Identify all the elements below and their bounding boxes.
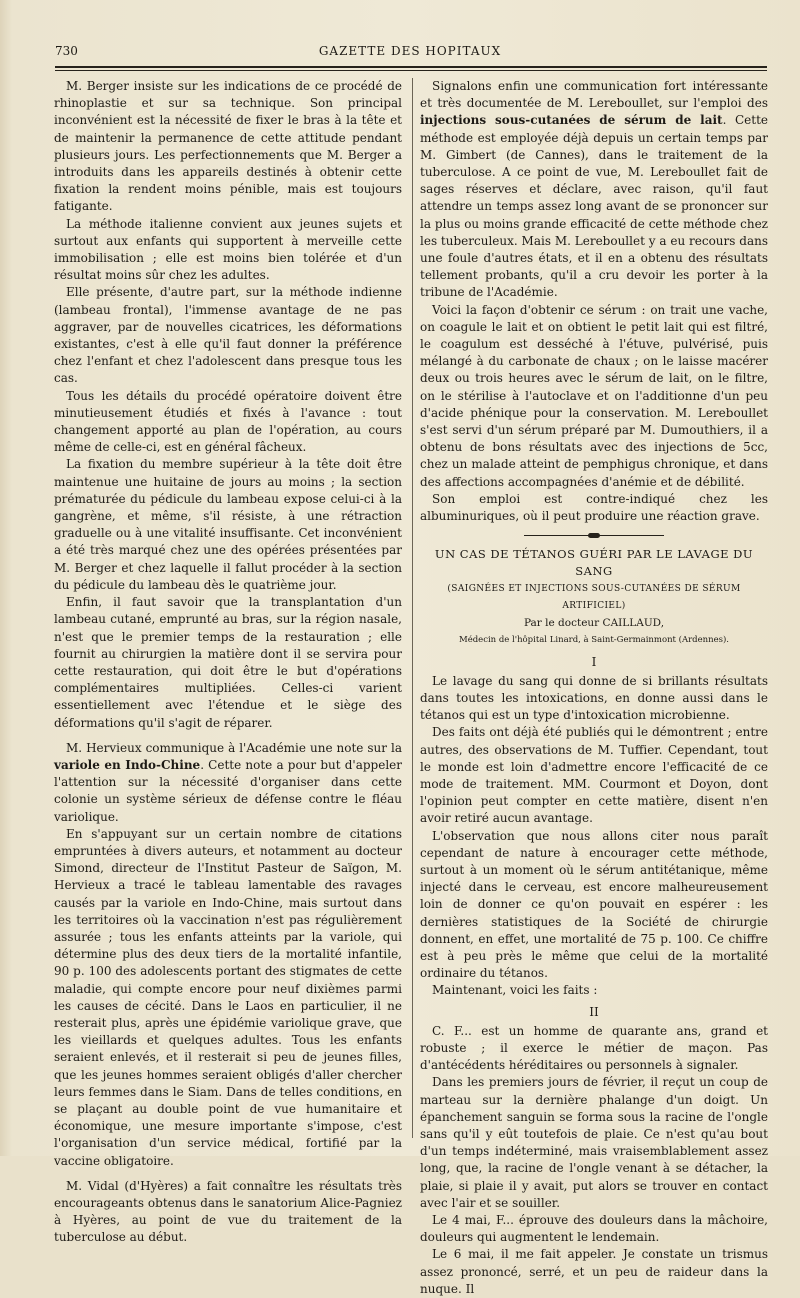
paragraph: L'observation que nous allons citer nous paraît cependant de nature à encourager cette méthode, surtout à un moment où le sérum antitétanique, même injecté dans le cerveau, est encore malheureusement loin de donner ce qu'on pouvait en espérer : les dernières statistiques de la Société de chirurgie donnent, en effet, une mortalité de 75 p. 100. Ce chiffre est à peu près le même que celui de la mortalité ordinaire du tétanos.: [420, 828, 768, 981]
paragraph: M. Berger insiste sur les indications de ce procédé de rhinoplastie et sur sa technique. Son principal inconvénient est la nécessité de fixer le bras à la tête et de maintenir la permanence de cette attitude pendant plusieurs jours. Les perfectionnements que M. Berger a introduits dans les appareils destinés à obtenir cette fixation la rendent moins pénible, mais est toujours fatigante.: [54, 79, 402, 214]
paragraph: M. Vidal (d'Hyères) a fait connaître les résultats très encourageants obtenus dans le sanatorium Alice-Pagniez à Hyères, au point de vue du traitement de la tuberculose au début.: [54, 1178, 402, 1245]
article-subtitle: (SAIGNÉES ET INJECTIONS SOUS-CUTANÉES DE SÉRUM ARTIFICIEL): [447, 583, 741, 611]
page-number: 730: [55, 44, 78, 58]
paragraph: Enfin, il faut savoir que la transplantation d'un lambeau cutané, emprunté au bras, sur la région nasale, n'est que le premier temps de la restauration ; elle fournit au chirurgien la matière dont il se servira pour cette restauration, qui doit être le but d'opérations complémentaires multipliées. Celles-ci varient essentiellement avec l'étendue et le siège des déformations qu'il s'agit de réparer.: [54, 595, 402, 730]
section-ornament: [524, 533, 664, 539]
bold-term: injections sous-cutanées de sérum de lait: [420, 113, 723, 128]
right-column: [420, 78, 768, 1298]
paragraph: Le lavage du sang qui donne de si brillants résultats dans toutes les intoxications, en donne aussi dans le tétanos qui est un type d'intoxication microbienne.: [420, 673, 768, 723]
paragraph: Tous les détails du procédé opératoire doivent être minutieusement étudiés et fixés à l'avance : tout changement apporté au plan de l'opération, au cours même de celle-ci, est en général fâcheux.: [54, 388, 402, 455]
paragraph: Le 4 mai, F... éprouve des douleurs dans la mâchoire, douleurs qui augmentent le lendemain.: [420, 1213, 768, 1245]
left-column: [54, 78, 402, 1247]
header-rule-thin: [55, 70, 767, 71]
text-run: . Cette méthode est employée déjà depuis un certain temps par M. Gimbert (de Cannes), dans le traitement de la tuberculose. A ce point de vue, M. Lereboullet fait de sages réserves et déclare, avec raison, qu'il faut attendre un temps assez long avant de se prononcer sur la plus ou moins grande efficacité de cette méthode chez les tuberculeux. Mais M. Lereboullet y a eu recours dans une foule d'autres états, et il en a obtenu des résultats tellement probants, qu'il a cru devoir les porter à la tribune de l'Académie.: [420, 113, 768, 300]
paragraph: La fixation du membre supérieur à la tête doit être maintenue une huitaine de jours au moins ; la section prématurée du pédicule du lambeau expose celui-ci à la gangrène, et même, s'il résiste, à une rétraction graduelle ou à une vitalité insuffisante. Cet inconvénient a été très marqué chez une des opérées présentées par M. Berger et chez laquelle il fallut procéder à la section du pédicule du lambeau dès le quatrième jour.: [54, 457, 402, 592]
section-number: I: [591, 654, 597, 669]
paragraph: [54, 740, 402, 826]
paragraph: Des faits ont déjà été publiés qui le démontrent ; entre autres, des observations de M. Tuffier. Cependant, tout le monde est loin d'admettre encore l'efficacité de ce mode de traitement. MM. Courmont et Doyon, dont l'opinion peut compter en cette matière, disent n'en avoir retiré aucun avantage.: [420, 725, 768, 826]
paragraph: Le 6 mai, il me fait appeler. Je constate un trismus assez prononcé, serré, et un peu de raideur dans la nuque. Il: [420, 1247, 768, 1296]
paragraph: C. F... est un homme de quarante ans, grand et robuste ; il exerce le métier de maçon. Pas d'antécédents héréditaires ou personnels à signaler.: [420, 1023, 768, 1073]
bold-term: variole en Indo-Chine: [54, 757, 201, 772]
page-header: [55, 44, 765, 64]
paragraph: Elle présente, d'autre part, sur la méthode indienne (lambeau frontal), l'immense avantage de ne pas aggraver, par de nouvelles cicatrices, les déformations existantes, c'est à elle qu'il faut donner la préférence chez l'enfant et chez l'adolescent dans presque tous les cas.: [54, 285, 402, 386]
column-divider: [412, 78, 413, 1138]
paragraph: Son emploi est contre-indiqué chez les albuminuriques, où il peut produire une réaction grave.: [420, 491, 768, 524]
paragraph: [420, 78, 768, 302]
paragraph: En s'appuyant sur un certain nombre de citations empruntées à divers auteurs, et notamment au docteur Simond, directeur de l'Institut Pasteur de Saïgon, M. Hervieux a tracé le tableau lamentable des ravages causés par la variole en Indo-Chine, mais surtout dans les territoires où la vaccination n'est pas régulièrement assurée ; tous les enfants atteints par la variole, qui détermine plus des deux tiers de la mortalité infantile, 90 p. 100 des adolescents portant des stigmates de cette maladie, qui compte encore pour neuf dixièmes parmi les causes de cécité. Dans le Laos en particulier, il ne resterait plus, après une épidémie variolique grave, que les vieillards et quelques adultes. Tous les enfants seraient enlevés, et il resterait si peu de jeunes filles, que les jeunes hommes seraient obligés d'aller chercher leurs femmes dans le Siam. Dans de telles conditions, en se plaçant au double point de vue humanitaire et économique, une mesure importante s'impose, c'est l'organisation d'un service médical, fortifié par la vaccine obligatoire.: [54, 826, 402, 1168]
text-run: Signalons enfin une communication fort intéressante et très documentée de M. Lereboullet, sur l'emploi des: [420, 79, 768, 111]
article-affiliation: Médecin de l'hôpital Linard, à Saint-Germainmont (Ardennes).: [458, 635, 730, 646]
paragraph: Maintenant, voici les faits :: [432, 983, 598, 998]
article-title: UN CAS DE TÉTANOS GUÉRI PAR LE LAVAGE DU SANG: [434, 547, 754, 579]
section-number: II: [589, 1004, 599, 1019]
article-author: Par le docteur CAILLAUD,: [523, 617, 665, 630]
paragraph: La méthode italienne convient aux jeunes sujets et surtout aux enfants qui supportent à merveille cette immobilisation ; elle est moins bien tolérée et d'un résultat moins sûr chez les adultes.: [54, 216, 402, 283]
ornament-dot: [588, 533, 600, 538]
text-run: M. Hervieux communique à l'Académie une note sur la: [66, 740, 402, 755]
text-run: . Cette note a pour but d'appeler l'attention sur la nécessité d'organiser dans cette colonie un système sérieux de défense contre le fléau variolique.: [54, 757, 403, 824]
paragraph: Dans les premiers jours de février, il reçut un coup de marteau sur la dernière phalange d'un doigt. Un épanchement sanguin se forma sous la racine de l'ongle sans qu'il y eût toutefois de plaie. Ce n'est qu'au bout d'un temps indéterminé, mais vraisemblablement assez long, que, la racine de l'ongle venant à se détacher, la plaie, si plaie il y avait, put alors se trouver en contact avec l'air et se souiller.: [420, 1075, 768, 1210]
header-rule: [55, 66, 767, 68]
journal-title: GAZETTE DES HOPITAUX: [318, 44, 502, 58]
paragraph: Voici la façon d'obtenir ce sérum : on trait une vache, on coagule le lait et on obtient le petit lait qui est filtré, le coagulum est desséché à l'étuve, pulvérisé, puis mélangé à du carbonate de chaux ; on le laisse macérer deux ou trois heures avec le sérum de lait, on le filtre, on le stérilise à l'autoclave et on l'additionne d'un peu d'acide phénique pour la conservation. M. Lereboullet s'est servi d'un sérum préparé par M. Dumouthiers, il a obtenu de bons résultats avec des injections de 5cc, chez un malade atteint de pemphigus chronique, et dans des affections accompagnées d'anémie et de débilité.: [420, 302, 768, 489]
